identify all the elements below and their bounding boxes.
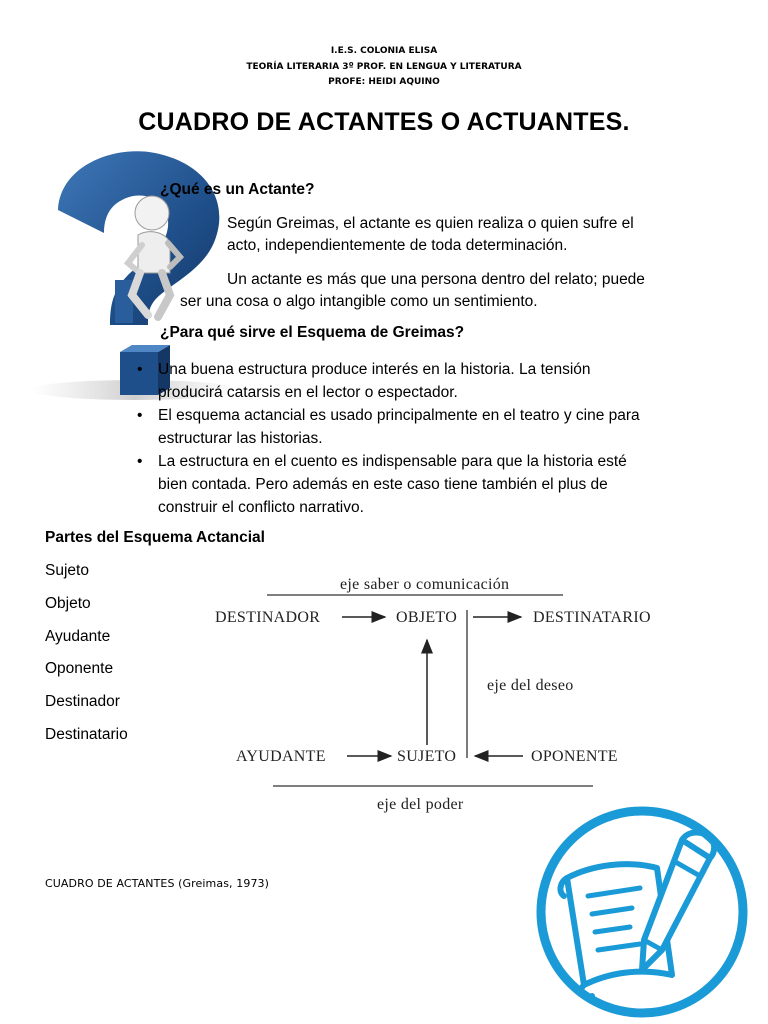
node-oponente: OPONENTE <box>531 748 618 765</box>
bullet-icon: • <box>137 453 143 470</box>
actantial-diagram <box>205 570 685 820</box>
paragraph-2-line-1: Un actante es más que una persona dentro del relato; puede <box>227 271 645 288</box>
part-item: Sujeto <box>45 562 89 579</box>
school-name: I.E.S. COLONIA ELISA <box>330 46 438 56</box>
list-item-line: producirá catarsis en el lector o espectador. <box>158 384 458 401</box>
teacher-name: PROFE: HEIDI AQUINO <box>328 77 440 87</box>
purpose-list <box>133 358 733 519</box>
list-item <box>133 358 733 404</box>
node-objeto: OBJETO <box>396 609 458 626</box>
axis-desire-label: eje del deseo <box>487 677 574 694</box>
part-item: Objeto <box>45 595 91 612</box>
figure-caption <box>45 877 269 890</box>
part-item: Destinador <box>45 693 120 710</box>
node-destinador: DESTINADOR <box>215 609 321 626</box>
list-item-line: construir el conflicto narrativo. <box>158 499 364 516</box>
question-what-is-actant: ¿Qué es un Actante? <box>160 181 315 198</box>
list-item-line: estructurar las historias. <box>158 430 323 447</box>
bullet-icon: • <box>137 407 143 424</box>
caption-title: CUADRO DE ACTANTES <box>45 877 175 890</box>
list-item <box>133 450 733 519</box>
question-greimas-scheme: ¿Para qué sirve el Esquema de Greimas? <box>160 324 465 341</box>
node-destinatario: DESTINATARIO <box>533 609 651 626</box>
paragraph-1-line-2: acto, independientemente de toda determinación. <box>227 237 568 254</box>
list-item-line: La estructura en el cuento es indispensable para que la historia esté <box>158 453 627 470</box>
list-item-line: El esquema actancial es usado principalmente en el teatro y cine para <box>158 407 640 424</box>
list-item-line: bien contada. Pero además en este caso tiene también el plus de <box>158 476 608 493</box>
parts-title: Partes del Esquema Actancial <box>45 529 265 546</box>
list-item-line: Una buena estructura produce interés en la historia. La tensión <box>158 361 591 378</box>
paragraph-1-line-1: Según Greimas, el actante es quien realiza o quien sufre el <box>227 215 634 232</box>
part-item: Oponente <box>45 660 114 677</box>
paragraph-2-line-2: ser una cosa o algo intangible como un sentimiento. <box>180 293 538 310</box>
node-sujeto: SUJETO <box>397 748 457 765</box>
axis-knowledge-label: eje saber o comunicación <box>340 576 510 593</box>
part-item: Ayudante <box>45 628 111 645</box>
list-item <box>133 404 733 450</box>
bullet-icon: • <box>137 361 143 378</box>
node-ayudante: AYUDANTE <box>236 748 326 765</box>
page-title: CUADRO DE ACTANTES O ACTUANTES. <box>138 108 630 136</box>
part-item: Destinatario <box>45 726 128 743</box>
document-pencil-icon <box>532 800 752 1020</box>
caption-reference: (Greimas, 1973) <box>178 877 270 890</box>
course-name: TEORÍA LITERARIA 3º PROF. EN LENGUA Y LITERATURA <box>246 62 522 72</box>
axis-power-label: eje del poder <box>377 796 464 813</box>
